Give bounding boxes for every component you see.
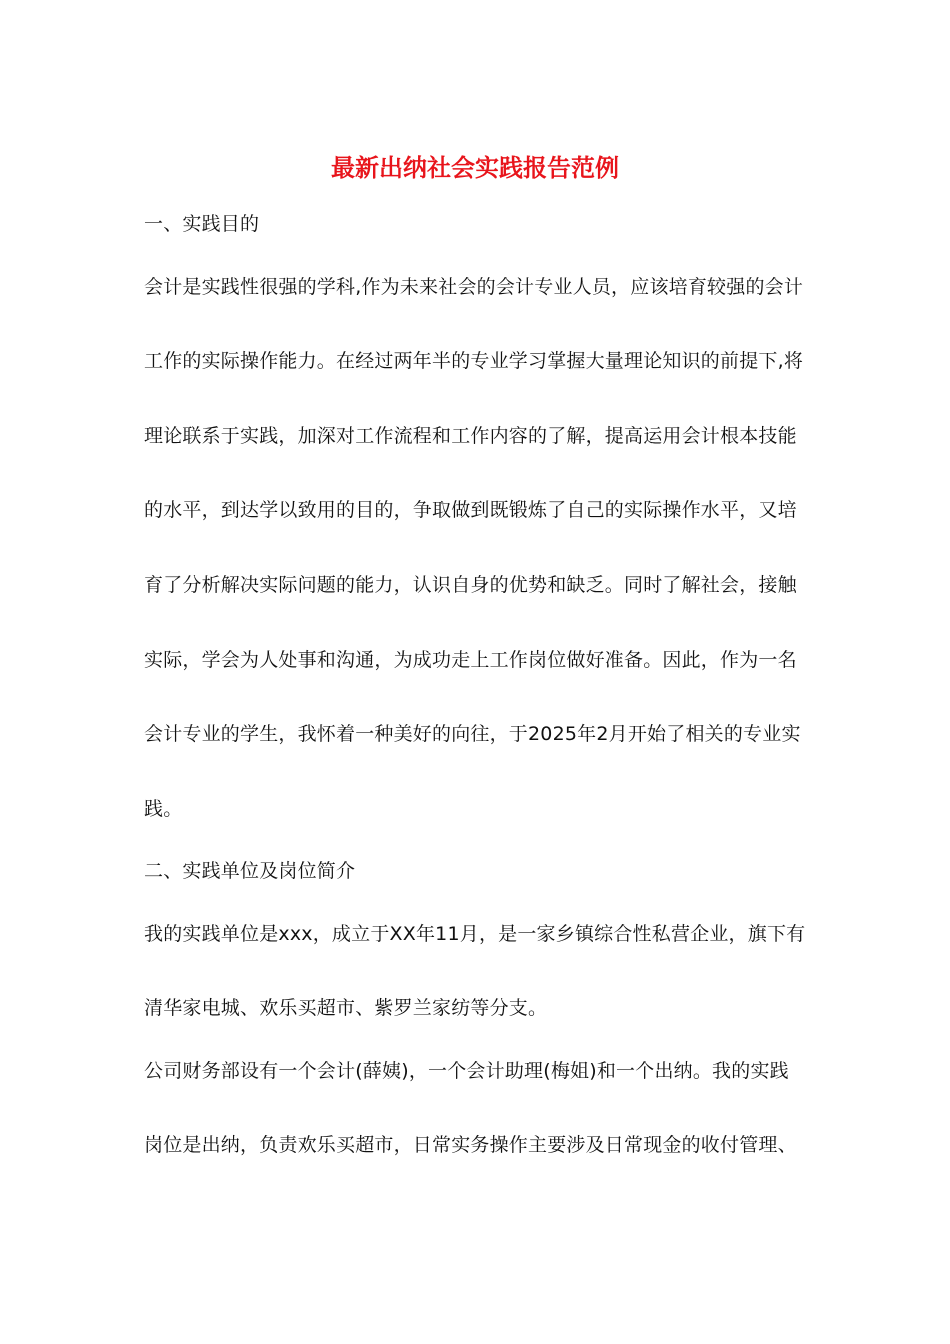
paragraph-line: 实际，学会为人处事和沟通，为成功走上工作岗位做好准备。因此，作为一名 <box>144 649 797 671</box>
paragraph-line: 的水平，到达学以致用的目的，争取做到既锻炼了自己的实际操作水平，又培 <box>144 499 797 521</box>
paragraph-line: 清华家电城、欢乐买超市、紫罗兰家纺等分支。 <box>144 997 548 1019</box>
section-heading-purpose: 一、实践目的 <box>144 213 260 235</box>
section-heading-unit: 二、实践单位及岗位简介 <box>144 860 356 882</box>
paragraph-line: 践。 <box>144 798 183 820</box>
paragraph-line: 会计专业的学生，我怀着一种美好的向往，于2025年2月开始了相关的专业实 <box>144 723 801 745</box>
paragraph-line: 理论联系于实践，加深对工作流程和工作内容的了解，提高运用会计根本技能 <box>144 425 797 447</box>
paragraph-line: 工作的实际操作能力。在经过两年半的专业学习掌握大量理论知识的前提下,将 <box>144 350 804 372</box>
document-title: 最新出纳社会实践报告范例 <box>331 153 619 182</box>
paragraph-line: 育了分析解决实际问题的能力，认识自身的优势和缺乏。同时了解社会，接触 <box>144 574 797 596</box>
paragraph-line: 公司财务部设有一个会计(薛姨)，一个会计助理(梅姐)和一个出纳。我的实践 <box>144 1060 789 1082</box>
paragraph-line: 会计是实践性很强的学科,作为未来社会的会计专业人员，应该培育较强的会计 <box>144 276 804 298</box>
paragraph-line: 岗位是出纳，负责欢乐买超市，日常实务操作主要涉及日常现金的收付管理、 <box>144 1134 797 1156</box>
paragraph-line: 我的实践单位是xxx，成立于XX年11月，是一家乡镇综合性私营企业，旗下有 <box>144 923 806 945</box>
